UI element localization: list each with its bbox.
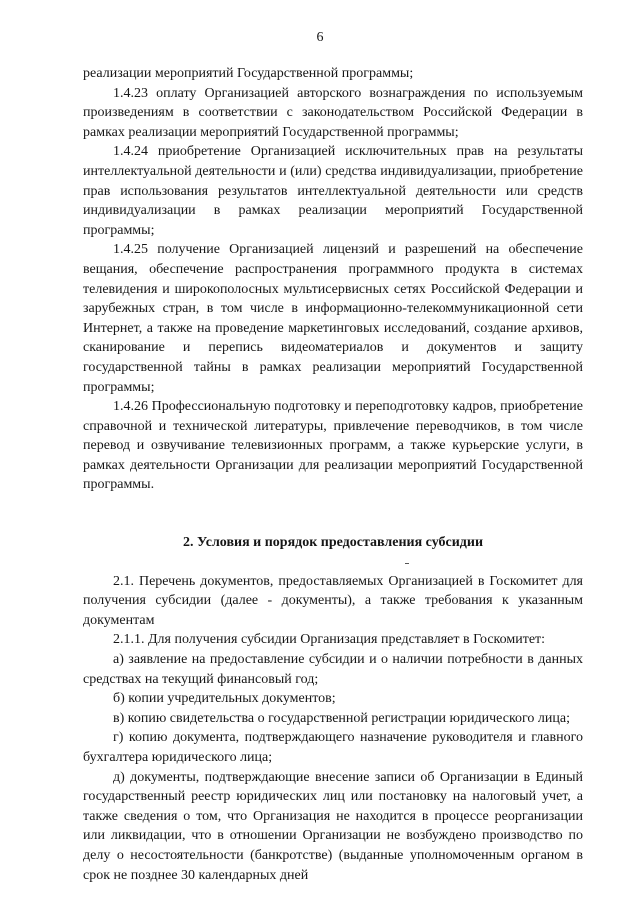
list-item-1-4-26: 1.4.26 Профессиональную подготовку и переподготовку кадров, приобретение справочной и технической литературы, привлечение переводчиков, в том числе перевод и озвучивание телевизионных программ, а также курьерские услуги, в рамках деятельности Организации для реализации мероприятий Государственной программы.: [83, 399, 583, 493]
section-title: 2. Условия и порядок предоставления субсидии: [182, 535, 484, 551]
list-item-1-4-25: 1.4.25 получение Организацией лицензий и разрешений на обеспечение вещания, обеспечение распространения программного продукта в системах телевидения и широкополосных мультисервисных сетях Российской Федерации и зарубежных стран, в том числе в информационно-телекоммуникационной сети Интернет, а также на проведение маркетинговых исследований, создание архивов, сканирование и перепись видеоматериалов и документов и защиту государственной тайны в рамках реализации мероприятий Государственной программы;: [83, 242, 583, 395]
list-item-1-4-23: 1.4.23 оплату Организацией авторского вознаграждения по используемым произведениям в соответствии с законодательством Российской Федерации в рамках реализации мероприятий Государственной программы;: [83, 85, 583, 140]
item-v: в) копию свидетельства о государственной регистрации юридического лица;: [113, 710, 570, 726]
paragraph-2-1: 2.1. Перечень документов, предоставляемых Организацией в Госкомитет для получения субсидии (далее - документы), а также требования к указанным документам: [83, 573, 583, 628]
item-a: а) заявление на предоставление субсидии и о наличии потребности в данных средствах на текущий финансовый год;: [83, 652, 583, 687]
page-number: 6: [316, 30, 324, 45]
paragraph-2-1-1: 2.1.1. Для получения субсидии Организация представляет в Госкомитет:: [113, 632, 546, 648]
scan-mark: [405, 563, 409, 564]
list-item-1-4-24: 1.4.24 приобретение Организацией исключительных прав на результаты интеллектуальной деятельности и (или) средства индивидуализации, приобретение прав использования результатов интеллектуальной деятельности или средств индивидуализации в рамках реализации мероприятий Государственной программы;: [83, 144, 583, 238]
item-b: б) копии учредительных документов;: [113, 691, 336, 707]
item-g: г) копию документа, подтверждающего назначение руководителя и главного бухгалтера юридического лица;: [83, 730, 583, 765]
document-body: [83, 64, 583, 885]
item-d: д) документы, подтверждающие внесение записи об Организации в Единый государственный реестр юридических лиц или постановку на налоговый учет, а также сведения о том, что Организация не находится в процессе реорганизации или ликвидации, что в отношении Организации не возбуждено производство по делу о несостоятельности (банкротстве) (выданные уполномоченным органом в срок не позднее 30 календарных дней: [83, 769, 583, 883]
list-item-continuation: реализации мероприятий Государственной программы;: [83, 66, 414, 81]
